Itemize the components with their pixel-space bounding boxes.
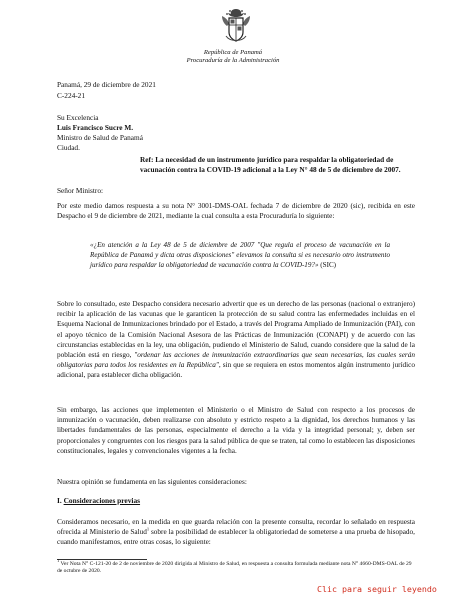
paragraph-2-citation: "ordenar las acciones de inmunización extraordinarias que sean necesarias, las cuales serán obligatorias para todos los residentes en la República" bbox=[57, 351, 416, 370]
paragraph-4: Nuestra opinión se fundamenta en las siguientes consideraciones: bbox=[57, 478, 247, 486]
paragraph-1: Por este medio damos respuesta a su nota N° 3001-DMS-OAL fechada 7 de diciembre de 2020 (sic), recibida en este Despacho el 9 de diciembre de 2021, mediante la cual consulta a esta Procuraduría lo siguiente: bbox=[57, 202, 415, 221]
paragraph-2-text-end: , sin que se requiera en estos momentos algún instrumento jurídico adicional, para establecer dicha obligación. bbox=[57, 361, 415, 380]
footnote-text: Ver Nota N° C-121-20 de 2 de noviembre de 2020 dirigida al Ministro de Salud, en respuesta a consulta formulada mediante nota N° 4660-DMS-OAL de 29 de octubre de 2020. bbox=[57, 561, 412, 575]
reference-code: C-224-21 bbox=[57, 91, 85, 100]
reference-text: La necesidad de un instrumento jurídico para respaldar la obligatoriedad de vacunación contra la COVID-19 adicional a la Ley N° 48 de 5 de diciembre de 2007. bbox=[140, 155, 401, 175]
letterhead-country: República de Panamá bbox=[203, 49, 263, 56]
quote-sic: (SIC) bbox=[318, 261, 337, 270]
reference-label: Ref: bbox=[140, 155, 154, 164]
quoted-consultation bbox=[90, 240, 390, 270]
paragraph-2 bbox=[57, 299, 415, 381]
paragraph-5 bbox=[57, 517, 415, 548]
paragraph-3: Sin embargo, las acciones que implementen el Ministerio o el Ministro de Salud con respecto a los procesos de inmunización o vacunación, deben realizarse con absoluto y estricto respeto a la dignidad, los derechos humanos y las libertades fundamentales de las personas, especialmente el derecho a la vida y la integridad personal; y, deben ser proporcionales y congruentes con los riesgos para la salud pública de que se traten, tal como lo establecen las disposiciones constitucionales, legales y convencionales vigentes a la fecha. bbox=[57, 406, 415, 455]
paragraph-2-text: Sobre lo consultado, este Despacho considera necesario advertir que es un derecho de las personas (nacional o extranjero) recibir la aplicación de las vacunas que le garanticen la protección de su salud contra las enfermedades incluidas en el Esquema Nacional de Inmunizaciones brindado por el Estado, a través del Programa Ampliado de Inmunización (PAI), con el apoyo técnico de la Comisión Nacional Asesora de las Prácticas de Inmunización (CONAPI) y de acuerdo con las circunstancias establecidas en la ley, una obligación, pudiendo el Ministerio de Salud, cuando considere que la salud de la población está en riesgo, bbox=[57, 300, 415, 360]
quote-text: «¿En atención a la Ley 48 de 5 de diciembre de 2007 "Que regula el proceso de vacunación en la República de Panamá y dicta otras disposiciones" elevamos la consulta si es necesario otro instrumento jurídico para respaldar la obligatoriedad de vacunación contra la COVID-19?» bbox=[90, 241, 390, 270]
section-number: I. bbox=[57, 496, 62, 505]
reference-block bbox=[140, 155, 416, 175]
section-heading bbox=[57, 496, 140, 505]
footnote-number: 1 bbox=[57, 558, 60, 564]
addressee-name: Luis Francisco Sucre M. bbox=[57, 123, 134, 132]
addressee-position: Ministro de Salud de Panamá bbox=[57, 133, 143, 142]
greeting: Señor Ministro: bbox=[57, 186, 104, 195]
footnote bbox=[57, 558, 417, 575]
footnote-reference[interactable]: 1 bbox=[146, 526, 150, 532]
addressee-city: Ciudad. bbox=[57, 143, 80, 152]
addressee-salutation: Su Excelencia bbox=[57, 113, 99, 122]
paragraph-5-text: Consideramos necesario, en la medida en que guarda relación con la presente consulta, recordar lo señalado en respuesta ofrecida al Ministerio de Salud bbox=[57, 518, 415, 537]
footnote-divider bbox=[57, 559, 147, 560]
coat-of-arms-icon bbox=[218, 6, 254, 46]
place-date: Panamá, 29 de diciembre de 2021 bbox=[57, 80, 156, 89]
letterhead-office: Procuraduría de la Administración bbox=[186, 57, 280, 64]
paragraph-5-text-end: sobre la posibilidad de establecer la obligatoriedad de someterse a una prueba de hisopado, cuando manifestamos, entre otras cosas, lo siguiente: bbox=[57, 528, 415, 547]
section-title: Consideraciones previas bbox=[63, 496, 141, 505]
continue-reading-link[interactable]: Clic para seguir leyendo bbox=[317, 584, 437, 594]
